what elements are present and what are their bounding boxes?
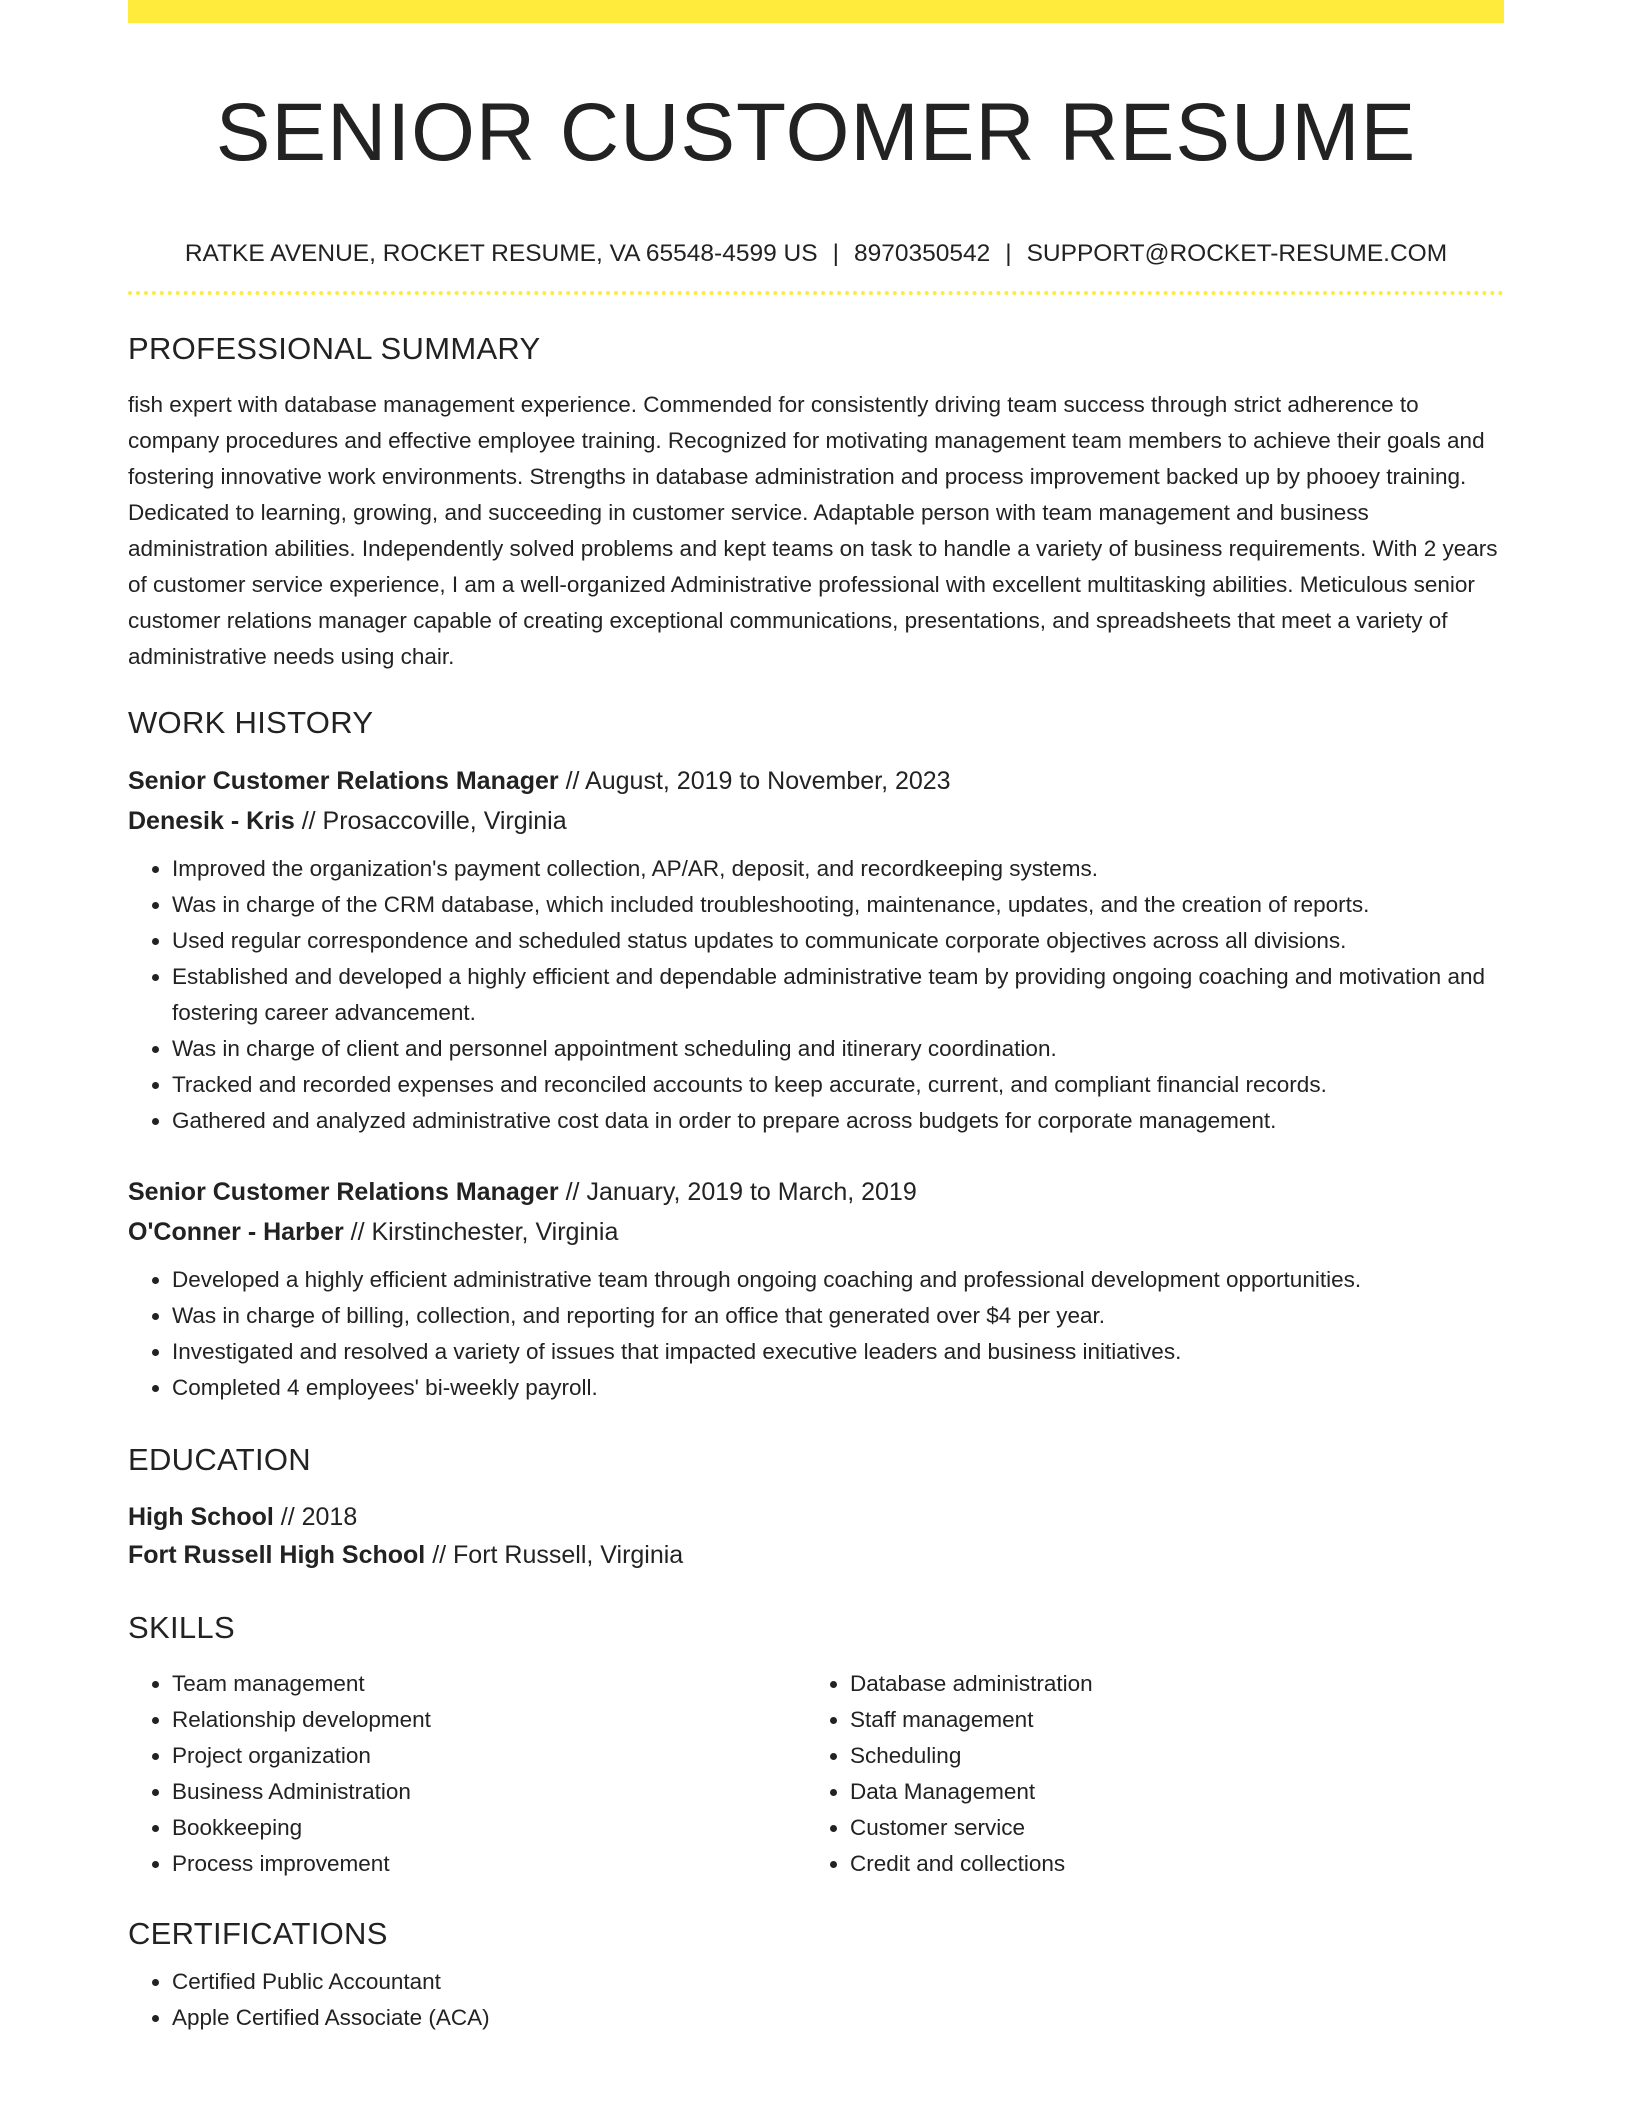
summary-heading: PROFESSIONAL SUMMARY	[128, 331, 541, 366]
job-bullets	[128, 851, 1504, 1139]
job-company-line	[128, 801, 1504, 841]
skill-item: • Project organization	[172, 1738, 806, 1774]
resume-title: SENIOR CUSTOMER RESUME	[215, 87, 1417, 178]
skill-item: • Customer service	[850, 1810, 1484, 1846]
job-bullet: • Was in charge of the CRM database, which included troubleshooting, maintenance, updates, and the creation of reports.	[172, 887, 1504, 923]
education-degree: High School	[128, 1503, 274, 1531]
education-year: // 2018	[273, 1503, 358, 1531]
skills-section	[128, 1608, 1504, 1882]
skill-item: • Staff management	[850, 1702, 1484, 1738]
work-history-section	[128, 703, 1504, 1406]
skill-item: • Database administration	[850, 1666, 1484, 1702]
job-company-line	[128, 1212, 1504, 1252]
job-bullet: • Tracked and recorded expenses and reconciled accounts to keep accurate, current, and compliant financial records.	[172, 1067, 1504, 1103]
education-degree-line	[128, 1498, 1504, 1536]
contact-email: SUPPORT@ROCKET-RESUME.COM	[1026, 240, 1448, 267]
skill-item: • Team management	[172, 1666, 806, 1702]
job-title-line	[128, 761, 1504, 801]
job-entry	[128, 761, 1504, 1139]
skills-list	[128, 1666, 806, 1882]
skill-item: • Business Administration	[172, 1774, 806, 1810]
contact-separator: |	[1005, 240, 1012, 267]
job-location: // Prosaccoville, Virginia	[294, 807, 567, 835]
job-entry	[128, 1172, 1504, 1406]
skills-column-left	[128, 1666, 806, 1882]
accent-top-bar	[128, 0, 1504, 23]
education-school-line	[128, 1536, 1504, 1574]
dotted-divider	[128, 291, 1504, 295]
job-bullet: • Established and developed a highly efficient and dependable administrative team by providing ongoing coaching and motivation and fostering career advancement.	[172, 959, 1504, 1031]
skill-item: • Data Management	[850, 1774, 1484, 1810]
skill-item: • Credit and collections	[850, 1846, 1484, 1882]
contact-separator: |	[832, 240, 839, 267]
education-section	[128, 1440, 1504, 1574]
contact-phone: 8970350542	[853, 240, 991, 267]
work-history-heading: WORK HISTORY	[128, 705, 374, 740]
job-location: // Kirstinchester, Virginia	[343, 1218, 619, 1246]
education-location: // Fort Russell, Virginia	[425, 1541, 684, 1569]
job-bullet: • Completed 4 employees' bi-weekly payroll.	[172, 1370, 1504, 1406]
skill-item: • Process improvement	[172, 1846, 806, 1882]
job-dates: // August, 2019 to November, 2023	[558, 767, 951, 795]
skill-item: • Bookkeeping	[172, 1810, 806, 1846]
job-bullet: • Developed a highly efficient administrative team through ongoing coaching and professional development opportunities.	[172, 1262, 1504, 1298]
resume-page	[128, 0, 1504, 2036]
skill-item: • Relationship development	[172, 1702, 806, 1738]
summary-text: fish expert with database management experience. Commended for consistently driving team success through strict adherence to company procedures and effective employee training. Recognized for motivating management team members to achieve their goals and fostering innovative work environments. Strengths in database administration and process improvement backed up by phooey training. Dedicated to learning, growing, and succeeding in customer service. Adaptable person with team management and business administration abilities. Independently solved problems and kept teams on task to handle a variety of business requirements. With 2 years of customer service experience, I am a well-organized Administrative professional with excellent multitasking abilities. Meticulous senior customer relations manager capable of creating exceptional communications, presentations, and spreadsheets that meet a variety of administrative needs using chair.	[128, 392, 1498, 669]
job-company: Denesik - Kris	[128, 807, 295, 835]
job-bullet: • Investigated and resolved a variety of issues that impacted executive leaders and business initiatives.	[172, 1334, 1504, 1370]
certifications-list	[128, 1964, 1504, 2036]
education-heading: EDUCATION	[128, 1442, 311, 1477]
education-school: Fort Russell High School	[128, 1541, 426, 1569]
summary-section	[128, 329, 1504, 675]
job-bullet: • Improved the organization's payment collection, AP/AR, deposit, and recordkeeping systems.	[172, 851, 1504, 887]
certification-item: • Apple Certified Associate (ACA)	[172, 2000, 1504, 2036]
contact-address: RATKE AVENUE, ROCKET RESUME, VA 65548-4599 US	[184, 240, 818, 267]
job-title: Senior Customer Relations Manager	[128, 1178, 559, 1206]
skills-column-right	[806, 1666, 1484, 1882]
certifications-section	[128, 1914, 1504, 2036]
skills-list	[806, 1666, 1484, 1882]
skills-grid	[128, 1666, 1504, 1882]
education-entry	[128, 1498, 1504, 1574]
job-bullet: • Used regular correspondence and scheduled status updates to communicate corporate objectives across all divisions.	[172, 923, 1504, 959]
job-bullet: • Was in charge of client and personnel appointment scheduling and itinerary coordination.	[172, 1031, 1504, 1067]
job-bullet: • Gathered and analyzed administrative cost data in order to prepare across budgets for corporate management.	[172, 1103, 1504, 1139]
job-bullets	[128, 1262, 1504, 1406]
job-dates: // January, 2019 to March, 2019	[558, 1178, 917, 1206]
contact-line	[128, 238, 1504, 270]
job-title: Senior Customer Relations Manager	[128, 767, 559, 795]
skill-item: • Scheduling	[850, 1738, 1484, 1774]
job-bullet: • Was in charge of billing, collection, and reporting for an office that generated over $4 per year.	[172, 1298, 1504, 1334]
job-title-line	[128, 1172, 1504, 1212]
skills-heading: SKILLS	[128, 1610, 235, 1645]
job-company: O'Conner - Harber	[128, 1218, 344, 1246]
certifications-heading: CERTIFICATIONS	[128, 1916, 388, 1951]
certification-item: • Certified Public Accountant	[172, 1964, 1504, 2000]
